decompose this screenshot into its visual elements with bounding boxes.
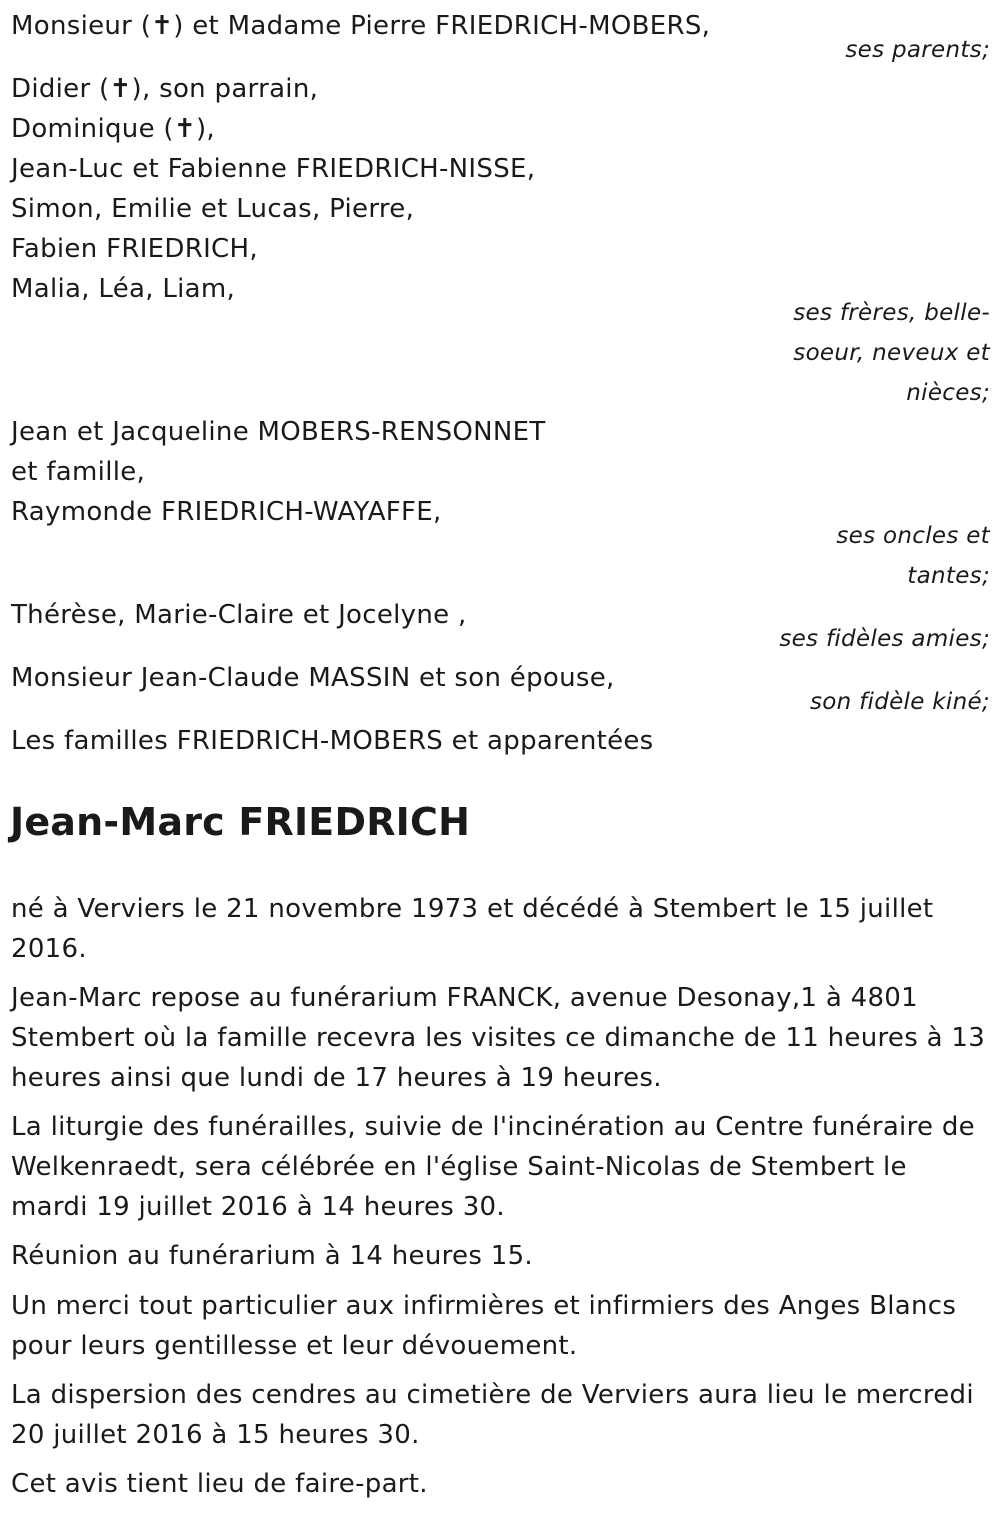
families-line: Les familles FRIEDRICH-MOBERS et apparentées [11, 726, 654, 756]
uncles-line: Jean et Jacqueline MOBERS-RENSONNET [11, 417, 546, 447]
siblings-role-line: ses frères, belle- [793, 300, 990, 326]
uncles-line: Raymonde FRIEDRICH-WAYAFFE, [11, 497, 442, 527]
parents-line: Monsieur (✝) et Madame Pierre FRIEDRICH-MOBERS, [11, 11, 711, 41]
kine-line: Monsieur Jean-Claude MASSIN et son épouse, [11, 663, 615, 693]
siblings-role-line: nièces; [906, 380, 990, 406]
siblings-line: Fabien FRIEDRICH, [11, 234, 258, 264]
siblings-line: Simon, Emilie et Lucas, Pierre, [11, 194, 415, 224]
siblings-line: Dominique (✝), [11, 114, 215, 144]
siblings-line: Malia, Léa, Liam, [11, 274, 236, 304]
liturgy-paragraph: La liturgie des funérailles, suivie de l'incinération au Centre funéraire de Welkenraedt, sera célébrée en l'église Saint-Nicolas de Stembert le mardi 19 juillet 2016 à 14 heures 30. [11, 1112, 975, 1222]
friends-line: Thérèse, Marie-Claire et Jocelyne , [11, 600, 467, 630]
uncles-line: et famille, [11, 457, 146, 487]
birth-death-paragraph: né à Verviers le 21 novembre 1973 et décédé à Stembert le 15 juillet 2016. [11, 894, 934, 964]
closing-paragraph: Cet avis tient lieu de faire-part. [11, 1469, 428, 1499]
siblings-line: Jean-Luc et Fabienne FRIEDRICH-NISSE, [11, 154, 536, 184]
deceased-name: Jean-Marc FRIEDRICH [10, 800, 471, 844]
siblings-line: Didier (✝), son parrain, [11, 74, 319, 104]
thanks-paragraph: Un merci tout particulier aux infirmières et infirmiers des Anges Blancs pour leurs gentillesse et leur dévouement. [11, 1291, 957, 1361]
reunion-paragraph: Réunion au funérarium à 14 heures 15. [11, 1241, 533, 1271]
siblings-role-line: soeur, neveux et [793, 340, 990, 366]
parents-role: ses parents; [845, 37, 990, 63]
ashes-paragraph: La dispersion des cendres au cimetière de Verviers aura lieu le mercredi 20 juillet 2016 à 15 heures 30. [11, 1380, 974, 1450]
uncles-role-line: ses oncles et [836, 523, 990, 549]
friends-role: ses fidèles amies; [779, 626, 990, 652]
kine-role: son fidèle kiné; [809, 689, 990, 715]
uncles-role-line: tantes; [907, 563, 990, 589]
visitation-paragraph: Jean-Marc repose au funérarium FRANCK, avenue Desonay,1 à 4801 Stembert où la famille recevra les visites ce dimanche de 11 heures à 13 heures ainsi que lundi de 17 heures à 19 heures. [11, 983, 986, 1093]
